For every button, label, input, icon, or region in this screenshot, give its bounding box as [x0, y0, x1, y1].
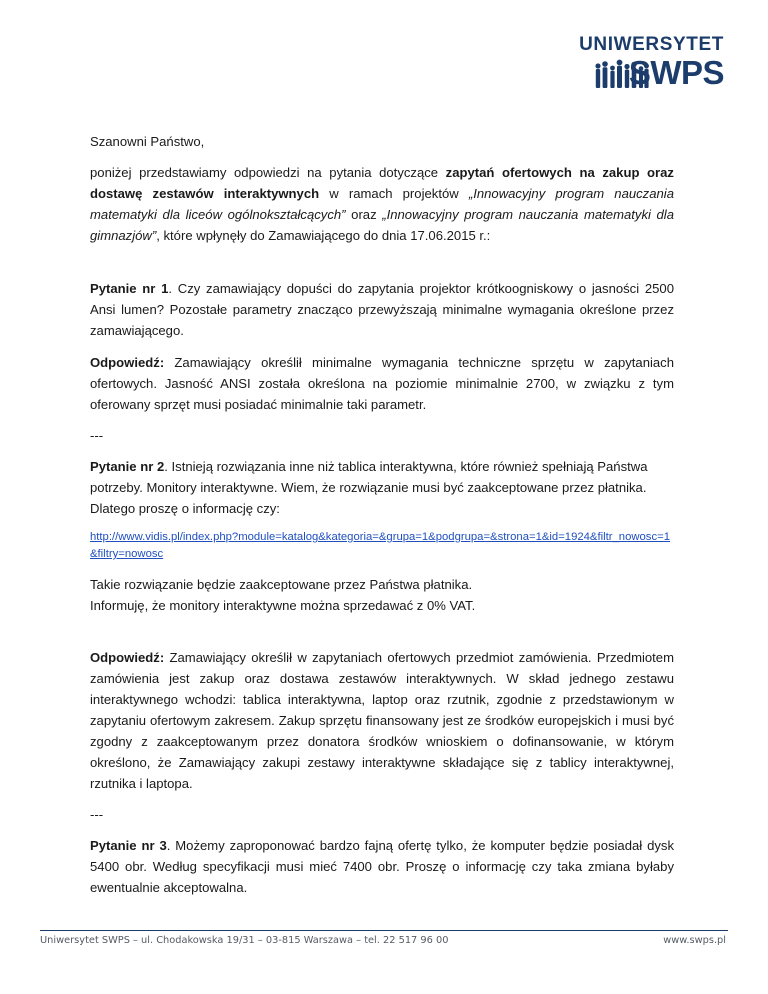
separator: --- — [90, 428, 104, 443]
intro-paragraph — [90, 162, 674, 246]
question-label: Pytanie nr 2 — [90, 459, 165, 474]
footer-website[interactable]: www.swps.pl — [663, 935, 726, 946]
question-text: potrzeby. Monitory interaktywne. Wiem, że rozwiązanie musi być zaakceptowane przez płatnika. — [90, 480, 647, 495]
intro-text: w ramach projektów — [319, 186, 469, 201]
question-text: . Możemy zaproponować bardzo fajną ofertę tylko, że komputer będzie posiadał dysk 5400 obr. Według specyfikacji musi mieć 7400 obr. Proszę o informację czy taka zmiana byłaby ewentualnie akceptowalna. — [90, 838, 674, 895]
question-3 — [90, 835, 674, 898]
question-text: . Istnieją rozwiązania inne niż tablica interaktywna, które również spełniają Państwa — [164, 459, 648, 474]
project-title-2: „Innowacyjny program nauczania matematyki dla gimnazjów” — [90, 207, 674, 243]
project-title-1: „Innowacyjny program nauczania matematyki dla liceów ogólnokształcących” — [90, 186, 674, 222]
info-text: Informuję, że monitory interaktywne można sprzedawać z 0% VAT. — [90, 598, 476, 613]
intro-text: poniżej przedstawiamy odpowiedzi na pytania dotyczące — [90, 165, 446, 180]
question-label: Pytanie nr 3 — [90, 838, 167, 853]
question-2 — [90, 456, 674, 519]
letter-body — [90, 131, 674, 909]
question-text: Dlatego proszę o informację czy: — [90, 501, 280, 516]
info-text: Takie rozwiązanie będzie zaakceptowane przez Państwa płatnika. — [90, 577, 473, 592]
question-label: Pytanie nr 1 — [90, 281, 169, 296]
intro-text: , które wpłynęły do Zamawiającego do dnia 17.06.2015 r.: — [156, 228, 491, 243]
answer-text: Zamawiający określił w zapytaniach ofertowych przedmiot zamówienia. Przedmiotem zamówienia jest zakup oraz dostawa zestawów interaktywnych. W skład jednego zestawu interaktywnego wchodzi: tablica interaktywna, laptop oraz rzutnik, zgodnie z przedstawionym w zapytaniu ofertowym zakresem. Zakup sprzętu finansowany jest ze środków europejskich i musi być zgodny z zaakceptowanym przez donatora środków wnioskiem o dofinansowanie, w którym określono, że Zamawiający zakupi zestawy interaktywne składające się z tablicy interaktywnej, rzutnika i laptopa. — [90, 650, 674, 791]
greeting: Szanowni Państwo, — [90, 134, 205, 149]
logo-wordmark-top: UNIWERSYTET — [579, 34, 724, 55]
university-logo — [579, 34, 724, 94]
logo-wordmark-main: SWPS — [628, 54, 724, 91]
question-text: . Czy zamawiający dopuści do zapytania projektor krótkoogniskowy o jasności 2500 Ansi lumen? Pozostałe parametry znacząco przewyższają minimalne wymagania określone przez zamawiającego. — [90, 281, 674, 338]
answer-label: Odpowiedź: — [90, 355, 165, 370]
answer-2 — [90, 647, 674, 794]
footer-divider — [40, 930, 728, 931]
intro-subject: zapytań ofertowych na zakup oraz dostawę zestawów interaktywnych — [90, 165, 674, 201]
answer-text: Zamawiający określił minimalne wymagania techniczne sprzętu w zapytaniach ofertowych. Jasność ANSI została określona na poziomie minimalnie 2700, w związku z tym oferowany sprzęt musi posiadać minimalnie taki parametr. — [90, 355, 674, 412]
question-1 — [90, 278, 674, 341]
answer-label: Odpowiedź: — [90, 650, 165, 665]
separator: --- — [90, 807, 104, 822]
intro-text: oraz — [345, 207, 383, 222]
footer-address: Uniwersytet SWPS – ul. Chodakowska 19/31 – 03-815 Warszawa – tel. 22 517 96 00 — [40, 935, 449, 946]
answer-1 — [90, 352, 674, 415]
product-link[interactable]: http://www.vidis.pl/index.php?module=katalog&kategoria=&grupa=1&podgrupa=&strona=1&id=1924&filtr_nowosc=1&filtry=nowosc — [90, 531, 670, 560]
question-2-info — [90, 574, 674, 616]
